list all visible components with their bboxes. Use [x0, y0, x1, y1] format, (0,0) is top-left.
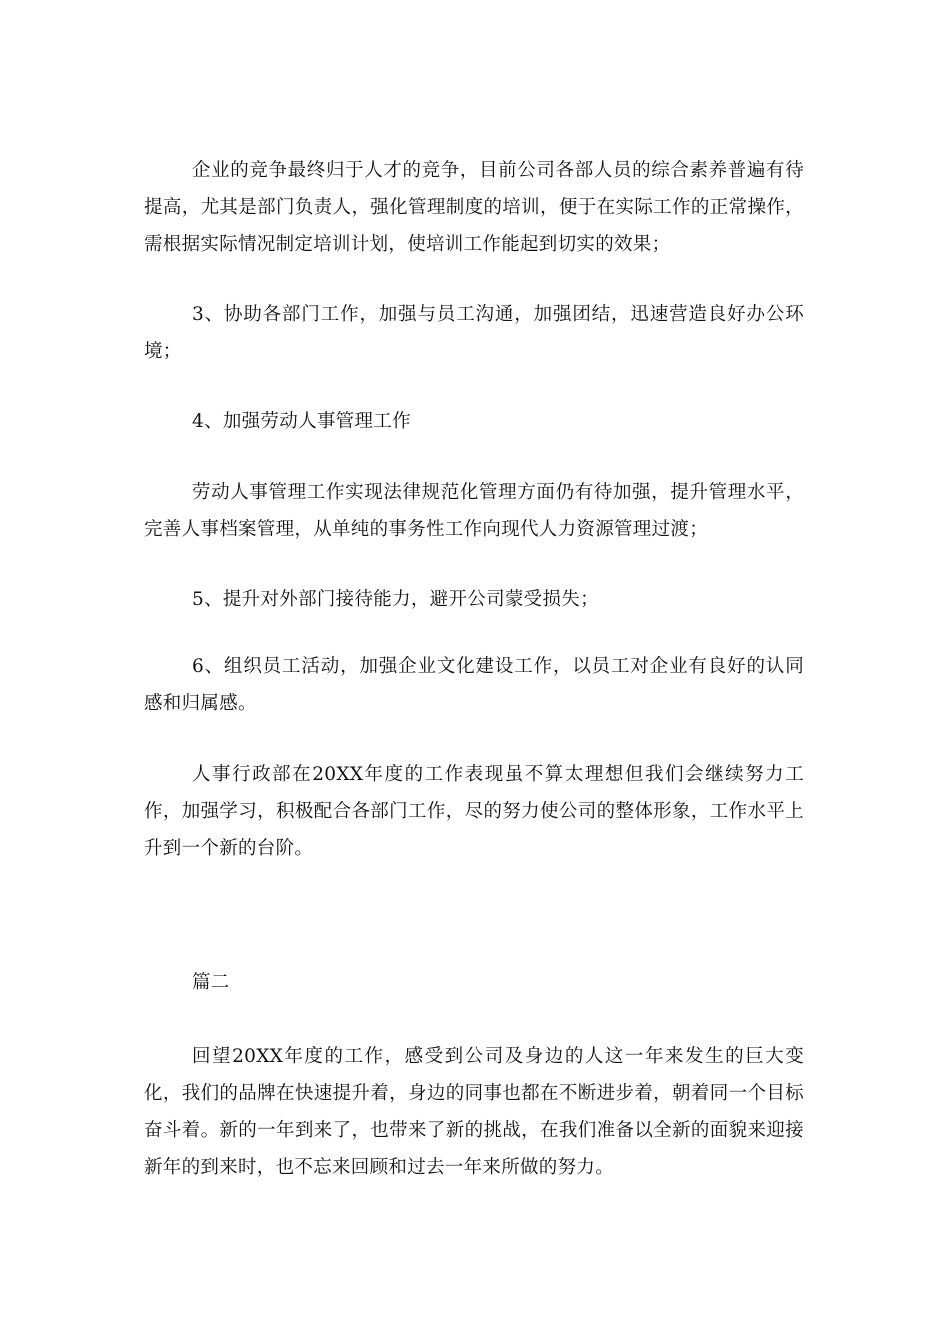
paragraph-review: 回望20XX年度的工作，感受到公司及身边的人这一年来发生的巨大变化，我们的品牌在快速提升着，身边的同事也都在不断进步着，朝着同一个目标奋斗着。新的一年到来了，也带来了新的挑战，在我们准备以全新的面貌来迎接新年的到来时，也不忘来回顾和过去一年来所做的努力。 — [144, 1046, 804, 1178]
paragraph-item-4: 4、加强劳动人事管理工作 — [192, 411, 411, 432]
paragraph-summary: 人事行政部在20XX年度的工作表现虽不算太理想但我们会继续努力工作，加强学习，积极配合各部门工作，尽的努力使公司的整体形象，工作水平上升到一个新的台阶。 — [144, 764, 804, 859]
paragraph-labor-management: 劳动人事管理工作实现法律规范化管理方面仍有待加强，提升管理水平，完善人事档案管理，从单纯的事务性工作向现代人力资源管理过渡； — [144, 482, 804, 540]
paragraph-item-6: 6、组织员工活动，加强企业文化建设工作，以员工对企业有良好的认同感和归属感。 — [144, 656, 804, 714]
section-heading-part-two: 篇二 — [192, 972, 230, 993]
paragraph-item-3: 3、协助各部门工作，加强与员工沟通，加强团结，迅速营造良好办公环境； — [144, 304, 804, 362]
paragraph-item-5: 5、提升对外部门接待能力，避开公司蒙受损失； — [192, 589, 599, 610]
paragraph-talent-training: 企业的竞争最终归于人才的竞争，目前公司各部人员的综合素养普遍有待提高，尤其是部门负责人，强化管理制度的培训，便于在实际工作的正常操作，需根据实际情况制定培训计划，使培训工作能起到切实的效果； — [144, 160, 804, 255]
